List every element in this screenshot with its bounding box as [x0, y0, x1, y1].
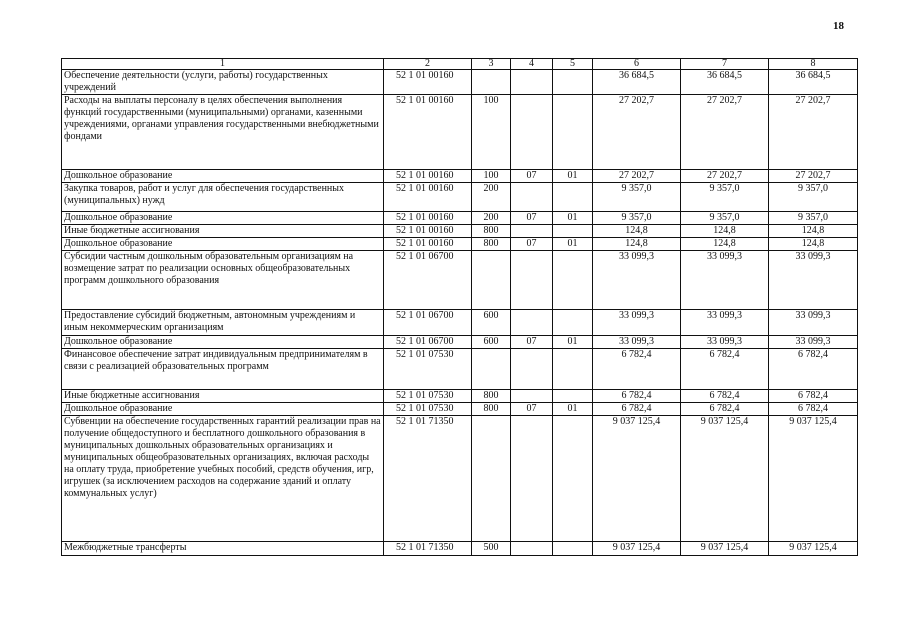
- target-code: 52 1 01 00160: [384, 70, 472, 95]
- row-name: Иные бюджетные ассигнования: [62, 225, 384, 238]
- table-row: [62, 416, 858, 542]
- amount-year-2: 33 099,3: [681, 310, 769, 336]
- column-number: 5: [553, 59, 593, 70]
- table-row: [62, 390, 858, 403]
- amount-year-3: 6 782,4: [769, 390, 858, 403]
- amount-year-3: 9 357,0: [769, 212, 858, 225]
- subsection-code: 01: [553, 336, 593, 349]
- target-code: 52 1 01 06700: [384, 310, 472, 336]
- amount-year-2: 9 357,0: [681, 212, 769, 225]
- subsection-code: [553, 310, 593, 336]
- amount-year-2: 6 782,4: [681, 349, 769, 390]
- section-code: [511, 70, 553, 95]
- column-number: 6: [593, 59, 681, 70]
- table-row: [62, 70, 858, 95]
- amount-year-3: 124,8: [769, 225, 858, 238]
- section-code: [511, 349, 553, 390]
- amount-year-1: 124,8: [593, 225, 681, 238]
- column-number: 3: [472, 59, 511, 70]
- amount-year-1: 9 357,0: [593, 212, 681, 225]
- amount-year-3: 9 037 125,4: [769, 542, 858, 556]
- row-name: Предоставление субсидий бюджетным, автономным учреждениям и иным некоммерческим организациям: [62, 310, 384, 336]
- row-name: Субвенции на обеспечение государственных гарантий реализации прав на получение общедоступного и бесплатного дошкольного образования в муниципальных дошкольных образовательных организациях и муниципальных общеобразовательных организациях, включая расходы на оплату труда, приобретение учебных пособий, средств обучения, игр, игрушек (за исключением расходов на содержание зданий и оплату коммунальных услуг): [62, 416, 384, 542]
- amount-year-1: 33 099,3: [593, 336, 681, 349]
- subsection-code: [553, 225, 593, 238]
- amount-year-1: 6 782,4: [593, 390, 681, 403]
- expense-type: 800: [472, 390, 511, 403]
- table-row: [62, 349, 858, 390]
- section-code: 07: [511, 170, 553, 183]
- budget-table: [61, 58, 858, 556]
- row-name: Межбюджетные трансферты: [62, 542, 384, 556]
- amount-year-3: 124,8: [769, 238, 858, 251]
- expense-type: 200: [472, 183, 511, 212]
- expense-type: 800: [472, 238, 511, 251]
- amount-year-1: 9 357,0: [593, 183, 681, 212]
- amount-year-2: 124,8: [681, 238, 769, 251]
- table-row: [62, 403, 858, 416]
- amount-year-3: 9 357,0: [769, 183, 858, 212]
- amount-year-1: 9 037 125,4: [593, 542, 681, 556]
- page-number: 18: [833, 20, 844, 32]
- subsection-code: [553, 251, 593, 310]
- target-code: 52 1 01 71350: [384, 416, 472, 542]
- amount-year-2: 33 099,3: [681, 251, 769, 310]
- amount-year-1: 36 684,5: [593, 70, 681, 95]
- target-code: 52 1 01 00160: [384, 95, 472, 170]
- target-code: 52 1 01 07530: [384, 349, 472, 390]
- amount-year-1: 27 202,7: [593, 95, 681, 170]
- target-code: 52 1 01 00160: [384, 212, 472, 225]
- row-name: Дошкольное образование: [62, 170, 384, 183]
- table-row: [62, 183, 858, 212]
- target-code: 52 1 01 71350: [384, 542, 472, 556]
- amount-year-3: 36 684,5: [769, 70, 858, 95]
- row-name: Иные бюджетные ассигнования: [62, 390, 384, 403]
- subsection-code: [553, 416, 593, 542]
- subsection-code: 01: [553, 170, 593, 183]
- amount-year-3: 33 099,3: [769, 336, 858, 349]
- column-number: 2: [384, 59, 472, 70]
- table-row: [62, 336, 858, 349]
- subsection-code: 01: [553, 238, 593, 251]
- amount-year-1: 33 099,3: [593, 251, 681, 310]
- subsection-code: 01: [553, 403, 593, 416]
- target-code: 52 1 01 07530: [384, 390, 472, 403]
- section-code: 07: [511, 403, 553, 416]
- section-code: [511, 416, 553, 542]
- expense-type: 800: [472, 403, 511, 416]
- section-code: 07: [511, 336, 553, 349]
- target-code: 52 1 01 00160: [384, 238, 472, 251]
- expense-type: [472, 251, 511, 310]
- table-row: [62, 212, 858, 225]
- amount-year-1: 124,8: [593, 238, 681, 251]
- subsection-code: [553, 390, 593, 403]
- amount-year-3: 27 202,7: [769, 170, 858, 183]
- expense-type: 800: [472, 225, 511, 238]
- column-number: 7: [681, 59, 769, 70]
- column-number-row: [62, 59, 858, 70]
- amount-year-1: 6 782,4: [593, 403, 681, 416]
- expense-type: [472, 70, 511, 95]
- amount-year-2: 9 357,0: [681, 183, 769, 212]
- subsection-code: [553, 70, 593, 95]
- subsection-code: [553, 542, 593, 556]
- amount-year-1: 27 202,7: [593, 170, 681, 183]
- amount-year-3: 9 037 125,4: [769, 416, 858, 542]
- amount-year-3: 33 099,3: [769, 310, 858, 336]
- table-row: [62, 95, 858, 170]
- column-number: 8: [769, 59, 858, 70]
- amount-year-1: 6 782,4: [593, 349, 681, 390]
- row-name: Дошкольное образование: [62, 403, 384, 416]
- table-row: [62, 251, 858, 310]
- section-code: [511, 542, 553, 556]
- expense-type: 500: [472, 542, 511, 556]
- row-name: Субсидии частным дошкольным образовательным организациям на возмещение затрат по реализации основных общеобразовательных программ дошкольного образования: [62, 251, 384, 310]
- section-code: [511, 310, 553, 336]
- row-name: Дошкольное образование: [62, 238, 384, 251]
- row-name: Расходы на выплаты персоналу в целях обеспечения выполнения функций государственными (муниципальными) органами, казенными учреждениями, органами управления государственными внебюджетными фондами: [62, 95, 384, 170]
- table-row: [62, 170, 858, 183]
- table-row: [62, 310, 858, 336]
- row-name: Обеспечение деятельности (услуги, работы) государственных учреждений: [62, 70, 384, 95]
- subsection-code: [553, 95, 593, 170]
- expense-type: 100: [472, 95, 511, 170]
- section-code: 07: [511, 238, 553, 251]
- subsection-code: [553, 183, 593, 212]
- target-code: 52 1 01 06700: [384, 336, 472, 349]
- row-name: Дошкольное образование: [62, 336, 384, 349]
- section-code: 07: [511, 212, 553, 225]
- amount-year-3: 6 782,4: [769, 403, 858, 416]
- subsection-code: 01: [553, 212, 593, 225]
- expense-type: 200: [472, 212, 511, 225]
- amount-year-2: 124,8: [681, 225, 769, 238]
- amount-year-3: 6 782,4: [769, 349, 858, 390]
- amount-year-2: 36 684,5: [681, 70, 769, 95]
- table-row: [62, 225, 858, 238]
- row-name: Дошкольное образование: [62, 212, 384, 225]
- amount-year-3: 27 202,7: [769, 95, 858, 170]
- section-code: [511, 95, 553, 170]
- column-number: 1: [62, 59, 384, 70]
- target-code: 52 1 01 00160: [384, 225, 472, 238]
- expense-type: [472, 349, 511, 390]
- row-name: Финансовое обеспечение затрат индивидуальным предпринимателям в связи с реализацией образовательных программ: [62, 349, 384, 390]
- amount-year-2: 27 202,7: [681, 170, 769, 183]
- column-number: 4: [511, 59, 553, 70]
- amount-year-3: 33 099,3: [769, 251, 858, 310]
- expense-type: 600: [472, 336, 511, 349]
- target-code: 52 1 01 06700: [384, 251, 472, 310]
- amount-year-2: 27 202,7: [681, 95, 769, 170]
- target-code: 52 1 01 00160: [384, 170, 472, 183]
- amount-year-2: 9 037 125,4: [681, 542, 769, 556]
- target-code: 52 1 01 07530: [384, 403, 472, 416]
- section-code: [511, 183, 553, 212]
- subsection-code: [553, 349, 593, 390]
- amount-year-2: 6 782,4: [681, 390, 769, 403]
- section-code: [511, 251, 553, 310]
- amount-year-1: 33 099,3: [593, 310, 681, 336]
- expense-type: 600: [472, 310, 511, 336]
- section-code: [511, 225, 553, 238]
- table-row: [62, 542, 858, 556]
- target-code: 52 1 01 00160: [384, 183, 472, 212]
- row-name: Закупка товаров, работ и услуг для обеспечения государственных (муниципальных) нужд: [62, 183, 384, 212]
- expense-type: 100: [472, 170, 511, 183]
- amount-year-1: 9 037 125,4: [593, 416, 681, 542]
- amount-year-2: 9 037 125,4: [681, 416, 769, 542]
- expense-type: [472, 416, 511, 542]
- section-code: [511, 390, 553, 403]
- table-row: [62, 238, 858, 251]
- amount-year-2: 6 782,4: [681, 403, 769, 416]
- amount-year-2: 33 099,3: [681, 336, 769, 349]
